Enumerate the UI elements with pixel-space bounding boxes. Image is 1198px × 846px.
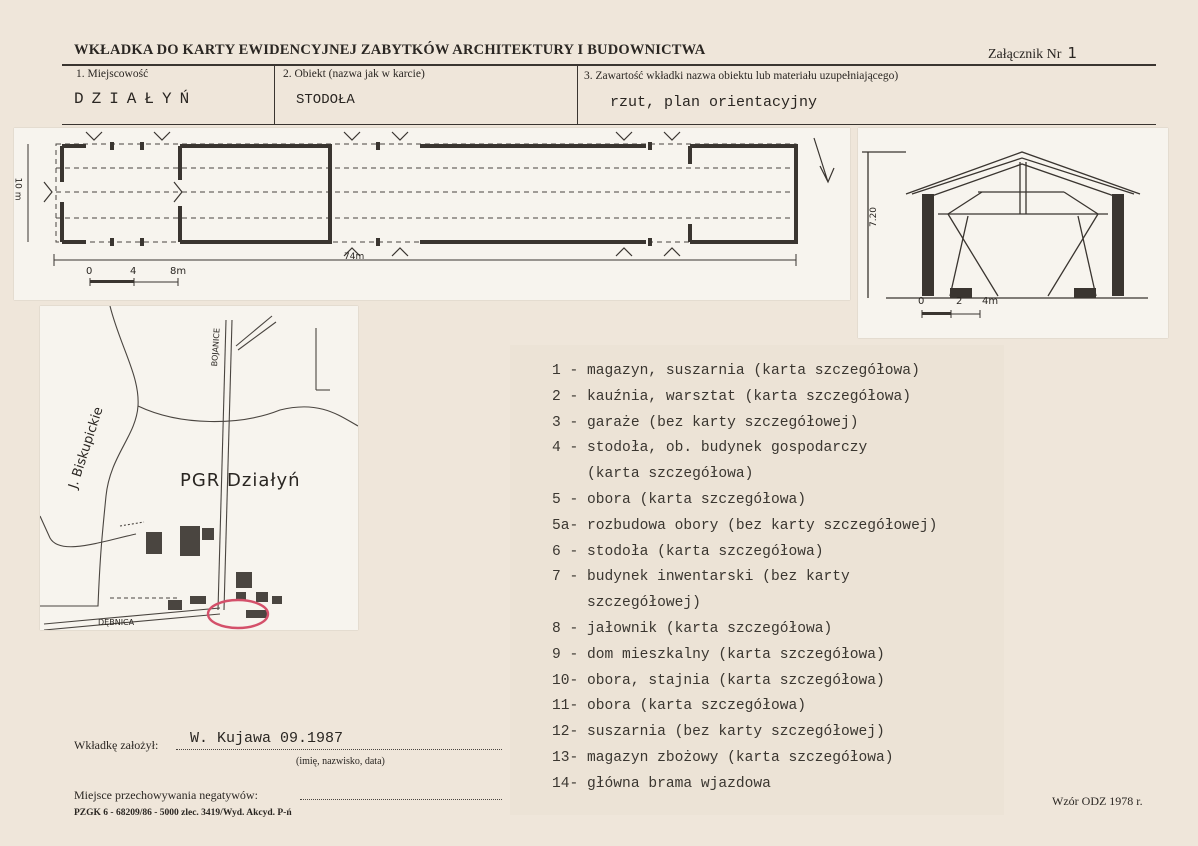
storage-label: Miejsce przechowywania negatywów: bbox=[74, 788, 258, 802]
field-3-value: rzut, plan orientacyjny bbox=[610, 94, 818, 111]
annex-label bbox=[988, 44, 1077, 63]
legend-item: 2 - kauźnia, warsztat (karta szczegółowa) bbox=[552, 388, 912, 405]
field-3-label: 3. Zawartość wkładki nazwa obiektu lub materiału uzupełniającego) bbox=[584, 70, 899, 82]
legend-item: 13- magazyn zbożowy (karta szczegółowa) bbox=[552, 749, 894, 766]
legend-item: szczegółowej) bbox=[552, 595, 701, 612]
section-scale-2: 2 bbox=[956, 296, 963, 307]
legend-item: 11- obora (karta szczegółowa) bbox=[552, 698, 806, 715]
field-2-value: STODOŁA bbox=[296, 92, 355, 108]
legend-sheet bbox=[510, 345, 1004, 815]
annex-label-text: Załącznik Nr bbox=[988, 47, 1062, 62]
plan-scale-0: 0 bbox=[86, 266, 93, 277]
section-scale-0: 0 bbox=[918, 296, 925, 307]
section-height-label: 7.20 bbox=[869, 206, 880, 228]
legend-item: 14- główna brama wjazdowa bbox=[552, 775, 771, 792]
legend-item: 1 - magazyn, suszarnia (karta szczegółowa) bbox=[552, 363, 920, 379]
field-divider-2 bbox=[577, 66, 578, 124]
legend-item: 6 - stodoła (karta szczegółowa) bbox=[552, 543, 824, 560]
fields-bottom-rule bbox=[62, 124, 1156, 125]
floor-plan-sheet bbox=[14, 128, 850, 300]
field-1-value: DZIAŁYŃ bbox=[74, 90, 198, 108]
storage-underline bbox=[300, 799, 502, 800]
map-lake-label: J. Biskupickie bbox=[66, 405, 107, 491]
header-rule bbox=[62, 64, 1156, 66]
founded-label: Wkładkę założył: bbox=[74, 738, 159, 752]
map-title: PGR Działyń bbox=[180, 470, 301, 491]
cross-section-drawing bbox=[858, 128, 1168, 338]
legend-item: 4 - stodoła, ob. budynek gospodarczy bbox=[552, 440, 868, 457]
section-scale-4: 4m bbox=[982, 296, 999, 307]
annex-number: 1 bbox=[1067, 44, 1078, 62]
plan-scale-4: 4 bbox=[130, 266, 137, 277]
legend-item: (karta szczegółowa) bbox=[552, 466, 754, 483]
orientation-map-drawing bbox=[40, 306, 358, 630]
legend-item: 3 - garaże (bez karty szczegółowej) bbox=[552, 414, 859, 431]
plan-length-label: 74m bbox=[344, 252, 365, 262]
legend-item: 5a- rozbudowa obory (bez karty szczegółowej) bbox=[552, 517, 938, 534]
legend-list bbox=[552, 359, 937, 798]
map-road-west-label: DĘBNICA bbox=[98, 618, 135, 627]
legend-item: 5 - obora (karta szczegółowa) bbox=[552, 491, 806, 508]
founded-value: W. Kujawa 09.1987 bbox=[190, 730, 344, 747]
field-divider-1 bbox=[274, 66, 275, 124]
legend-item: 10- obora, stajnia (karta szczegółowa) bbox=[552, 672, 885, 689]
orientation-map-sheet bbox=[40, 306, 358, 630]
field-1-label: 1. Miejscowość bbox=[76, 68, 149, 80]
founded-hint: (imię, nazwisko, data) bbox=[296, 756, 385, 767]
plan-scale-8: 8m bbox=[170, 266, 187, 277]
map-road-north-label: BOJANICE bbox=[210, 327, 222, 367]
legend-item: 9 - dom mieszkalny (karta szczegółowa) bbox=[552, 646, 885, 663]
founded-underline bbox=[176, 749, 502, 750]
legend-item: 12- suszarnia (bez karty szczegółowej) bbox=[552, 724, 885, 741]
form-title: WKŁADKA DO KARTY EWIDENCYJNEJ ZABYTKÓW ARCHITEKTURY I BUDOWNICTWA bbox=[74, 42, 706, 58]
field-2-label: 2. Obiekt (nazwa jak w karcie) bbox=[283, 68, 425, 80]
legend-item: 8 - jałownik (karta szczegółowa) bbox=[552, 620, 833, 637]
model-label: Wzór ODZ 1978 r. bbox=[1052, 794, 1143, 808]
cross-section-sheet bbox=[858, 128, 1168, 338]
plan-width-label: 10 m bbox=[12, 177, 23, 201]
legend-item: 7 - budynek inwentarski (bez karty bbox=[552, 569, 850, 586]
floor-plan-drawing bbox=[14, 128, 850, 300]
print-info: PZGK 6 - 68209/86 - 5000 zlec. 3419/Wyd. Akcyd. P-ń bbox=[74, 808, 292, 818]
